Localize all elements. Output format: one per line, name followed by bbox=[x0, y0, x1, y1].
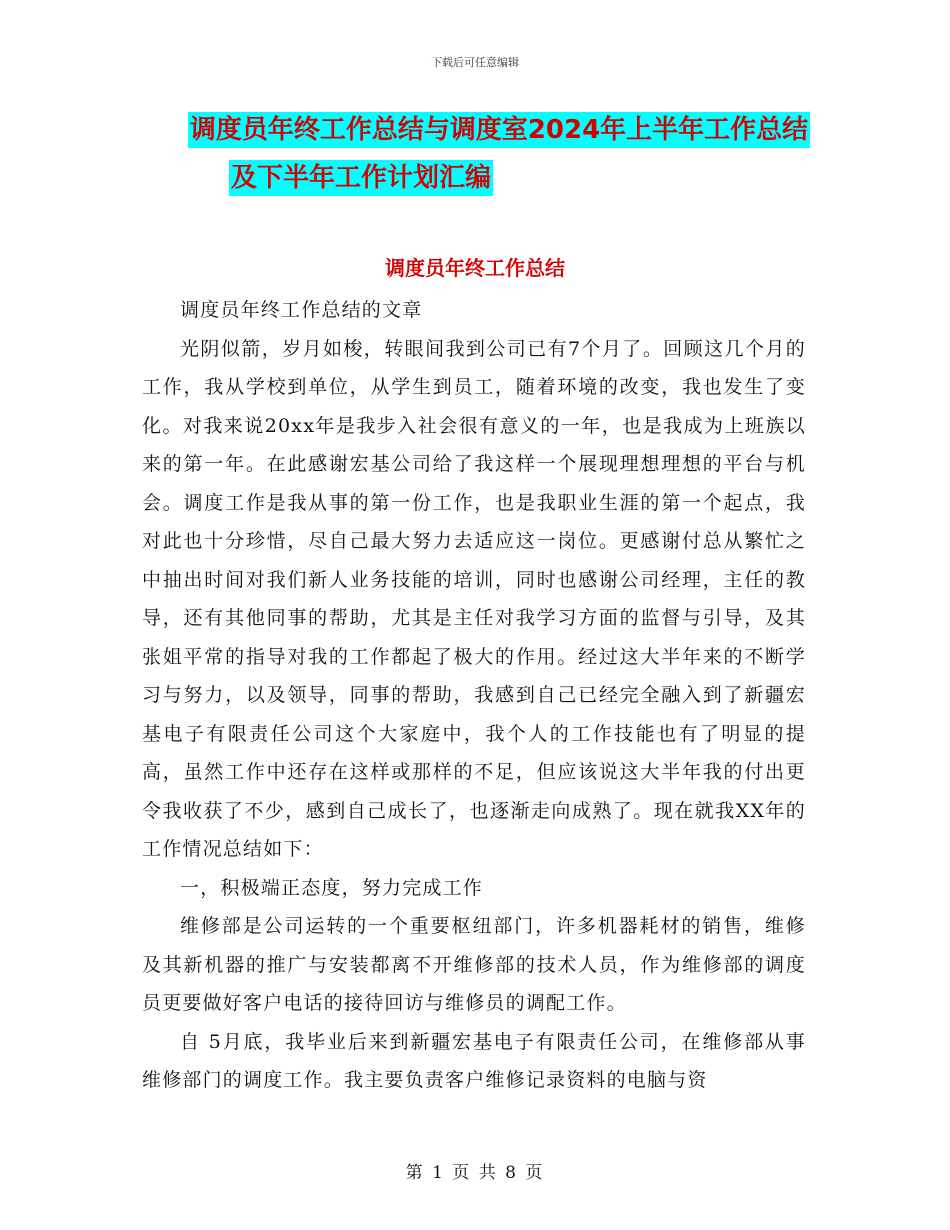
paragraph-intro: 光阴似箭，岁月如梭，转眼间我到公司已有7个月了。回顾这几个月的工作，我从学校到单位，从学生到员工，随着环境的改变，我也发生了变化。对我来说20xx年是我步入社会很有意义的一年，也是我成为上班族以来的第一年。在此感谢宏基公司给了我这样一个展现理想理想的平台与机会。调度工作是我从事的第一份工作，也是我职业生涯的第一个起点，我对此也十分珍惜，尽自己最大努力去适应这一岗位。更感谢付总从繁忙之中抽出时间对我们新人业务技能的培训，同时也感谢公司经理，主任的教导，还有其他同事的帮助，尤其是主任对我学习方面的监督与引导，及其张姐平常的指导对我的工作都起了极大的作用。经过这大半年来的不断学习与努力，以及领导，同事的帮助，我感到自己已经完全融入到了新疆宏基电子有限责任公司这个大家庭中，我个人的工作技能也有了明显的提高，虽然工作中还存在这样或那样的不足，但应该说这大半年我的付出更令我收获了不少，感到自己成长了，也逐渐走向成熟了。现在就我XX年的工作情况总结如下： bbox=[142, 337, 806, 860]
body-text bbox=[142, 291, 806, 1100]
paragraph-heading-1: 一，积极端正态度，努力完成工作 bbox=[180, 876, 484, 899]
paragraph-subtitle: 调度员年终工作总结的文章 bbox=[180, 299, 423, 321]
section-title: 调度员年终工作总结 bbox=[385, 256, 565, 280]
title-line-2: 及下半年工作计划汇编 bbox=[229, 160, 493, 196]
paragraph-duties: 自 5月底，我毕业后来到新疆宏基电子有限责任公司，在维修部从事维修部门的调度工作。我主要负责客户维修记录资料的电脑与资 bbox=[142, 1030, 806, 1091]
document-title bbox=[0, 112, 950, 196]
header-note: 下载后可任意编辑 bbox=[431, 56, 519, 69]
paragraph-department: 维修部是公司运转的一个重要枢纽部门，许多机器耗材的销售，维修及其新机器的推广与安装都离不开维修部的技术人员，作为维修部的调度员更要做好客户电话的接待回访与维修员的调配工作。 bbox=[142, 915, 806, 1014]
title-line-1: 调度员年终工作总结与调度室2024年上半年工作总结 bbox=[188, 112, 810, 148]
page-footer: 第 1 页 共 8 页 bbox=[405, 1163, 545, 1183]
